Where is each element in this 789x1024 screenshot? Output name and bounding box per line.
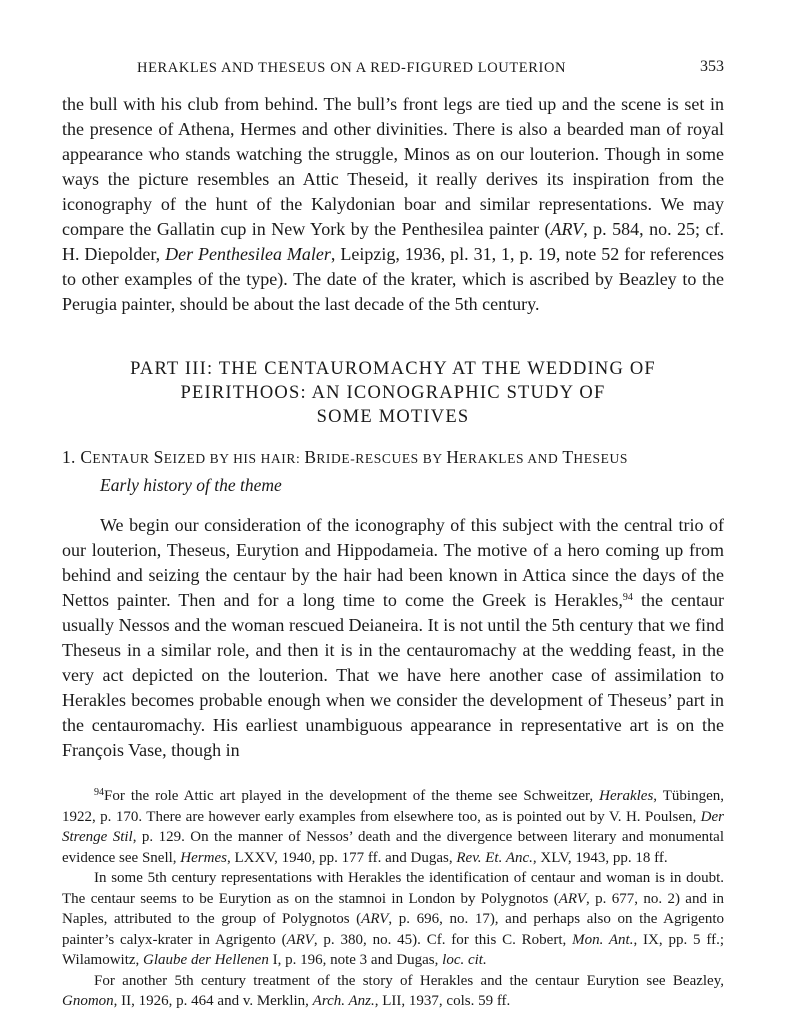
footnote-paragraph: In some 5th century representations with Herakles the identification of centaur and woman is in doubt. The centaur seems to be Eurytion as on the stamnoi in London by Polygnotos (ARV, p. 677, no. 2) and in Naples, attributed to the group of Polygnotos (ARV, p. 696, no. 17), and perhaps also on the Agrigento painter’s calyx-krater in Agrigento (ARV, p. 380, no. 45). Cf. for this C. Robert, Mon. Ant., IX, pp. 5 ff.; Wilamowitz, Glaube der Hellenen I, p. 196, note 3 and Dugas, loc. cit. [62, 870, 724, 968]
footnote-reference[interactable]: 94 [622, 592, 633, 603]
page [62, 56, 724, 1012]
running-head [62, 56, 724, 84]
subheading: Early history of the theme [100, 475, 282, 495]
footnotes [62, 786, 724, 1012]
footnote-number: 94 [94, 787, 104, 798]
page-number: 353 [700, 58, 724, 75]
section-heading: 1. CENTAUR SEIZED BY HIS HAIR: BRIDE-RESCUES BY HERAKLES AND THESEUS [62, 447, 628, 467]
paragraph-continued: the bull with his club from behind. The bull’s front legs are tied up and the scene is set in the presence of Athena, Hermes and other divinities. There is also a bearded man of royal appearance who stands watching the struggle, Minos as on our louterion. Though in some ways the picture resembles an Attic Theseid, it really derives its inspiration from the iconography of the hunt of the Kalydonian boar and similar representations. We may compare the Gallatin cup in New York by the Penthesilea painter (ARV, p. 584, no. 25; cf. H. Diepolder, Der Penthesilea Maler, Leipzig, 1936, pl. 31, 1, p. 19, note 52 for references to other examples of the type). The date of the krater, which is ascribed by Beazley to the Perugia painter, should be about the last decade of the 5th century. [62, 94, 725, 314]
footnote-paragraph: For another 5th century treatment of the story of Herakles and the centaur Eurytion see Beazley, Gnomon, II, 1926, p. 464 and v. Merklin, Arch. Anz., LII, 1937, cols. 59 ff. [62, 972, 724, 1009]
running-title: HERAKLES AND THESEUS ON A RED-FIGURED LOUTERION [137, 60, 567, 76]
part-heading-line: SOME MOTIVES [316, 407, 470, 427]
part-heading-line: PART III: THE CENTAUROMACHY AT THE WEDDING OF [130, 359, 656, 379]
paragraph-main: We begin our consideration of the iconography of this subject with the central trio of our louterion, Theseus, Eurytion and Hippodameia. The motive of a hero coming up from behind and seizing the centaur by the hair had been known in Attica since the days of the Nettos painter. Then and for a long time to come the Greek is Herakles,$^{94}$ the centaur usually Nessos and the woman rescued Deianeira. It is not until the 5th century that we find Theseus in a similar role, and then it is in the centauromachy at the wedding feast, in the very act depicted on the louterion. That we have here another case of assimilation to Herakles becomes probable enough when we consider the development of Theseus’ part in the centauromachy. His earliest unambiguous appearance in representative art is on the François Vase, though in [62, 515, 725, 760]
footnote-94: $^{94}$For the role Attic art played in the development of the theme see Schweitzer, Herakles, Tübingen, 1922, p. 170. There are however early examples from elsewhere too, as is pointed out by V. H. Poulsen, Der Strenge Stil, p. 129. On the manner of Nessos’ death and the divergence between literary and monumental evidence see Snell, Hermes, LXXV, 1940, pp. 177 ff. and Dugas, Rev. Et. Anc., XLV, 1943, pp. 18 ff. [62, 787, 725, 866]
part-heading-line: PEIRITHOOS: AN ICONOGRAPHIC STUDY OF [180, 383, 606, 403]
part-heading [62, 357, 724, 429]
